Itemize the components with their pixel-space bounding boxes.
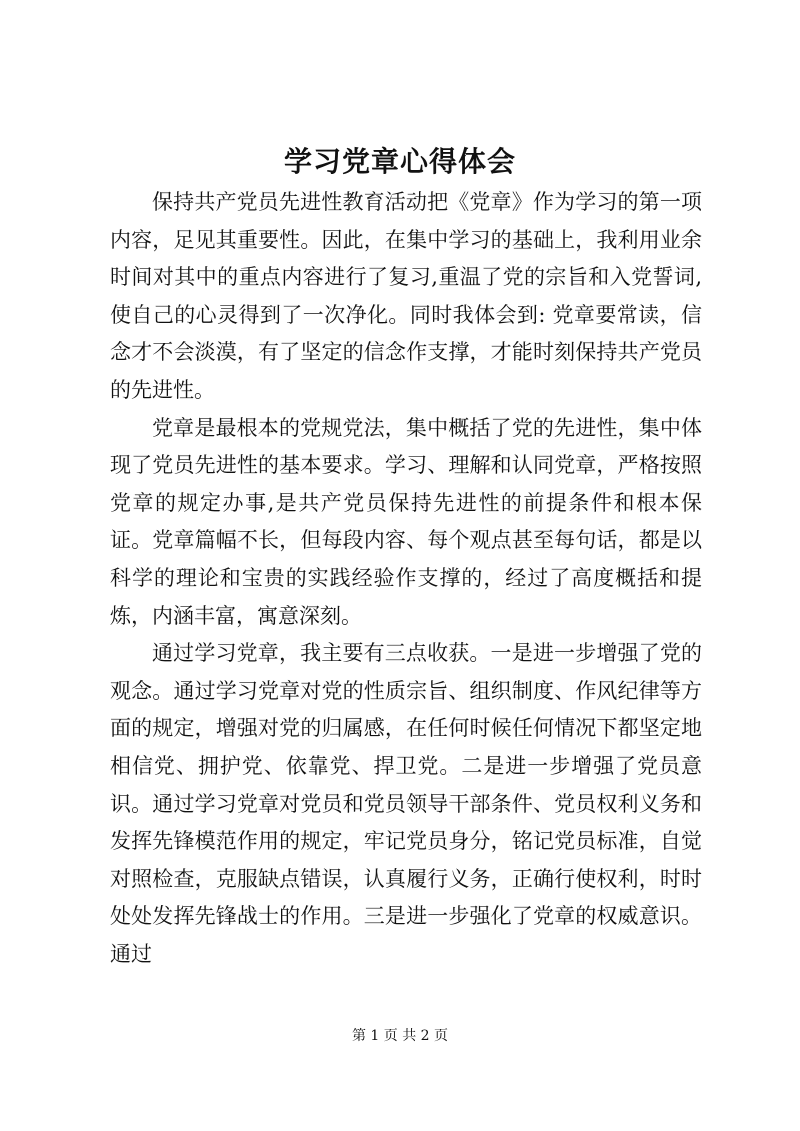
page-number-footer: 第 1 页 共 2 页	[351, 1028, 449, 1044]
document-body	[110, 184, 702, 973]
paragraph-1: 保持共产党员先进性教育活动把《党章》作为学习的第一项内容，足见其重要性。因此，在集中学习的基础上，我利用业余时间对其中的重点内容进行了复习,重温了党的宗旨和入党誓词,使自己的心灵得到了一次净化。同时我体会到: 党章要常读，信念才不会淡漠，有了坚定的信念作支撑，才能时刻保持共产党员的先进性。	[110, 190, 702, 402]
paragraph-3: 通过学习党章，我主要有三点收获。一是进一步增强了党的观念。通过学习党章对党的性质宗旨、组织制度、作风纪律等方面的规定，增强对党的归属感，在任何时候任何情况下都坚定地相信党、拥护党、依靠党、捍卫党。二是进一步增强了党员意识。通过学习党章对党员和党员领导干部条件、党员权利义务和发挥先锋模范作用的规定，牢记党员身分，铭记党员标准，自觉对照检查，克服缺点错误，认真履行义务，正确行使权利，时时处处发挥先锋战士的作用。三是进一步强化了党章的权威意识。通过	[110, 641, 702, 966]
page-title: 学习党章心得体会	[283, 145, 516, 178]
paragraph-2: 党章是最根本的党规党法，集中概括了党的先进性，集中体现了党员先进性的基本要求。学习、理解和认同党章，严格按照党章的规定办事,是共产党员保持先进性的前提条件和根本保证。党章篇幅不长，但每段内容、每个观点甚至每句话，都是以科学的理论和宝贵的实践经验作支撑的，经过了高度概括和提炼，内涵丰富，寓意深刻。	[110, 415, 702, 628]
